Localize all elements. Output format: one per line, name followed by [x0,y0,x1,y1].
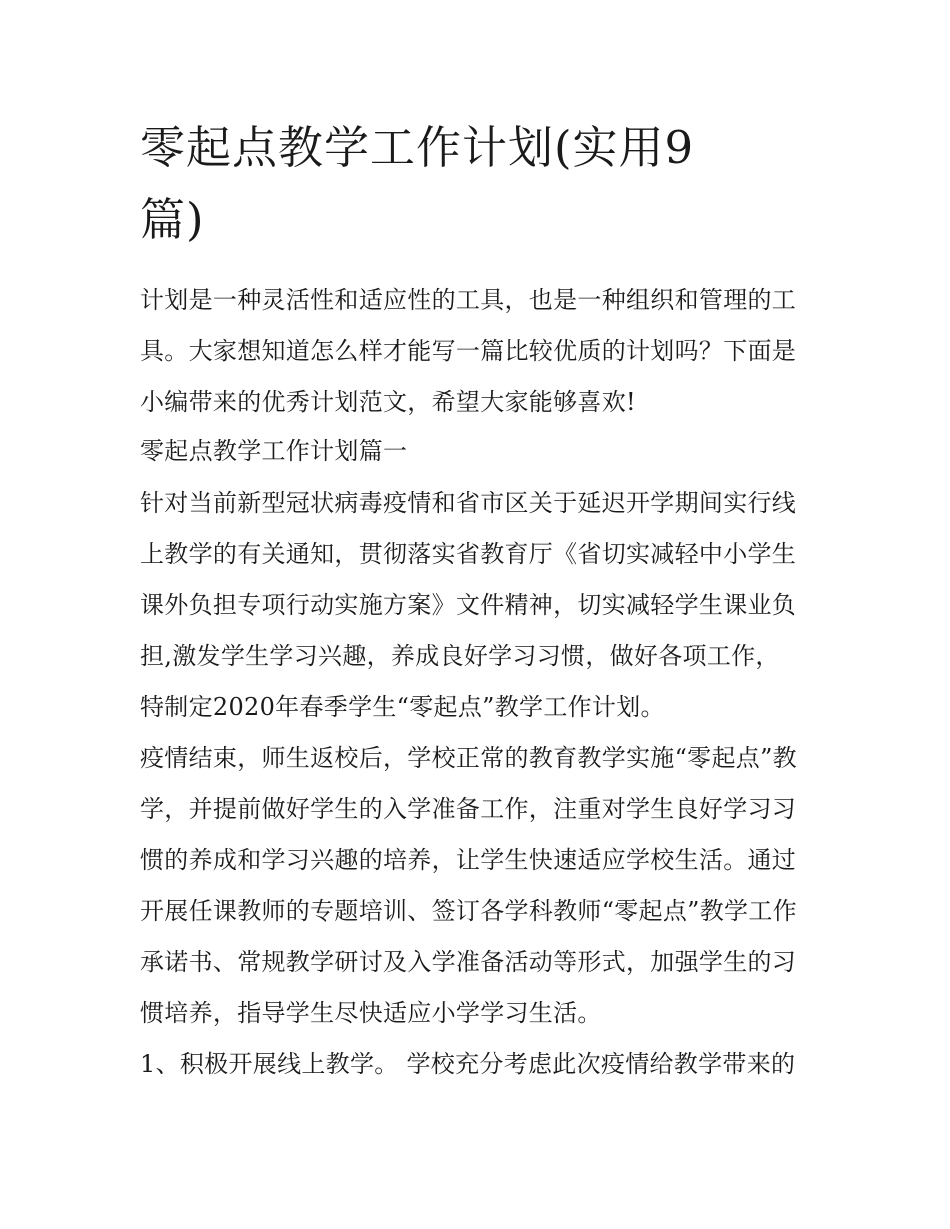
paragraph-2-line-4: 开展任课教师的专题培训、签订各学科教师“零起点”教学工作 [140,897,797,925]
paragraph-2-line-3: 惯的养成和学习兴趣的培养，让学生快速适应学校生活。通过 [140,846,797,874]
paragraph-1-line-1: 针对当前新型冠状病毒疫情和省市区关于延迟开学期间实行线 [140,489,797,517]
document-title [140,112,780,256]
section-heading-1: 零起点教学工作计划篇一 [140,437,408,465]
title-line-2: 篇) [140,193,205,246]
paragraph-2-line-5: 承诺书、常规教学研讨及入学准备活动等形式，加强学生的习 [140,948,797,976]
paragraph-2-line-6: 惯培养，指导学生尽快适应小学学习生活。 [140,999,602,1027]
intro-line-3: 小编带来的优秀计划范文，希望大家能够喜欢! [140,388,636,416]
paragraph-2-line-1: 疫情结束，师生返校后，学校正常的教育教学实施“零起点”教 [140,744,797,772]
paragraph-2-line-2: 学，并提前做好学生的入学准备工作，注重对学生良好学习习 [140,795,797,823]
paragraph-1-line-3: 课外负担专项行动实施方案》文件精神，切实减轻学生课业负 [140,591,797,619]
paragraph-1-line-4: 担,激发学生学习兴趣，养成良好学习习惯，做好各项工作， [140,642,780,670]
intro-line-2: 具。大家想知道怎么样才能写一篇比较优质的计划吗？下面是 [140,337,797,365]
intro-line-1: 计划是一种灵活性和适应性的工具，也是一种组织和管理的工 [140,286,797,314]
title-line-1: 零起点教学工作计划(实用9 [140,121,695,174]
list-item-1-line-1: 1、积极开展线上教学。 学校充分考虑此次疫情给教学带来的 [140,1050,796,1078]
paragraph-1-line-2: 上教学的有关通知，贯彻落实省教育厅《省切实减轻中小学生 [140,540,797,568]
paragraph-1-line-5: 特制定2020年春季学生“零起点”教学工作计划。 [140,693,665,721]
